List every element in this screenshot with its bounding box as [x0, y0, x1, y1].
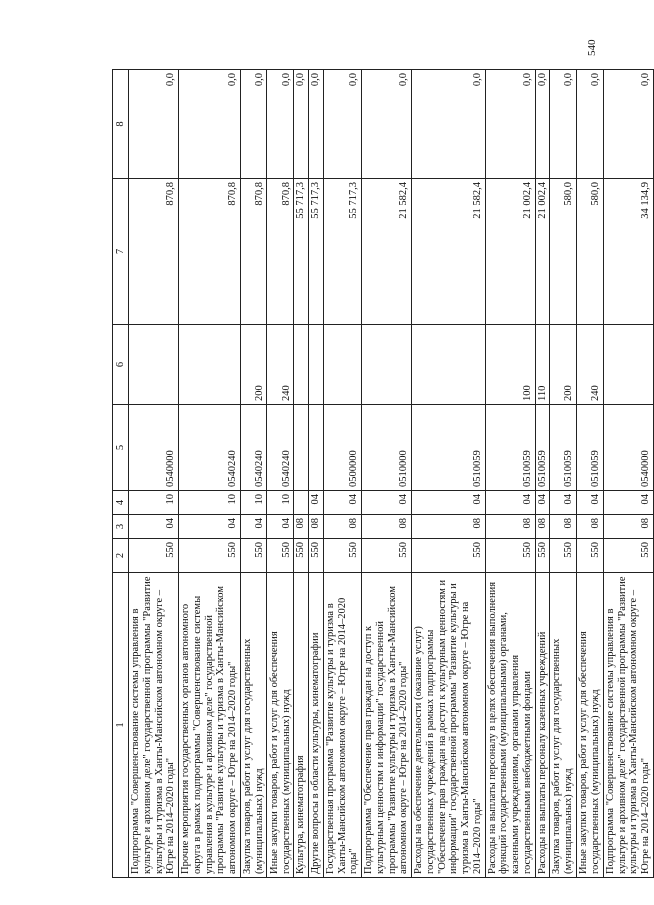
target-article-cell [294, 405, 309, 491]
expense-type-cell [309, 325, 324, 405]
row-name-cell: Иные закупки товаров, работ и услуг для обеспечения государственных (муниципальных) нужд [576, 573, 603, 878]
table-row [129, 70, 179, 878]
section-cell: 04 [267, 515, 294, 539]
admin-code-cell: 550 [362, 539, 412, 573]
row-name-cell: Подпрограмма "Обеспечение прав граждан на доступ к культурным ценностям и информации" государственной программы "Развитие культуры и туризма в Ханты-Мансийском автономном округе – Югре на 2014–2020 годы" [362, 573, 412, 878]
expense-type-cell: 110 [535, 325, 550, 405]
table-row [362, 70, 412, 878]
table-row [576, 70, 603, 878]
target-article-cell: 0540000 [129, 405, 179, 491]
amount-secondary-cell: 0,0 [267, 70, 294, 179]
row-name-cell: Прочие мероприятия государственных органов автономного округа в рамках подпрограммы "Совершенствование системы управления в культуре и архивном деле" государственной программы "Развитие культуры и туризма в Ханты-Мансийском автономном округе – Югре на 2014–2020 годы" [179, 573, 241, 878]
subsection-cell: 10 [179, 491, 241, 515]
rotated-table-container [112, 70, 651, 878]
target-article-cell: 0510059 [412, 405, 486, 491]
row-name-cell: Закупка товаров, работ и услуг для государственных (муниципальных) нужд [550, 573, 577, 878]
expense-type-cell [323, 325, 361, 405]
header-row [113, 70, 129, 878]
amount-secondary-cell: 0,0 [179, 70, 241, 179]
table-row [179, 70, 241, 878]
expense-type-cell [412, 325, 486, 405]
amount-cell: 580,0 [576, 179, 603, 325]
admin-code-cell: 550 [535, 539, 550, 573]
amount-secondary-cell: 0,0 [240, 70, 267, 179]
table-row [267, 70, 294, 878]
section-cell: 08 [576, 515, 603, 539]
row-name-cell: Другие вопросы в области культуры, кинематографии [309, 573, 324, 878]
section-cell: 04 [129, 515, 179, 539]
admin-code-cell: 550 [576, 539, 603, 573]
subsection-cell: 10 [267, 491, 294, 515]
amount-secondary-cell: 0,0 [294, 70, 309, 179]
subsection-cell: 04 [412, 491, 486, 515]
admin-code-cell: 550 [294, 539, 309, 573]
amount-cell: 55 717,3 [309, 179, 324, 325]
row-name-cell: Расходы на обеспечение деятельности (оказание услуг) государственных учреждений в рамках подпрограммы "Обеспечение прав граждан на доступ к культурным ценностям и информации" государственной программы "Развитие культуры и туризма в Ханты-Мансийском автономном округе – Югре на 2014–2020 годы" [412, 573, 486, 878]
row-name-cell: Расходы на выплаты персоналу казенных учреждений [535, 573, 550, 878]
subsection-cell: 04 [362, 491, 412, 515]
subsection-cell [294, 491, 309, 515]
amount-secondary-cell: 0,0 [412, 70, 486, 179]
expense-type-cell [129, 325, 179, 405]
admin-code-cell: 550 [309, 539, 324, 573]
admin-code-cell: 550 [485, 539, 535, 573]
expense-type-cell: 100 [485, 325, 535, 405]
amount-cell: 55 717,3 [323, 179, 361, 325]
amount-secondary-cell: 0,0 [576, 70, 603, 179]
expense-type-cell: 240 [267, 325, 294, 405]
expense-type-cell: 200 [240, 325, 267, 405]
section-cell: 08 [294, 515, 309, 539]
header-cell: 8 [113, 70, 129, 179]
section-cell: 04 [240, 515, 267, 539]
row-name-cell: Закупка товаров, работ и услуг для государственных (муниципальных) нужд [240, 573, 267, 878]
table-row [535, 70, 550, 878]
amount-cell: 870,8 [240, 179, 267, 325]
subsection-cell: 04 [309, 491, 324, 515]
section-cell: 04 [179, 515, 241, 539]
header-cell: 6 [113, 325, 129, 405]
row-name-cell: Подпрограмма "Совершенствование системы управления в культуре и архивном деле" государственной программы "Развитие культуры и туризма в Ханты-Мансийском автономном округе – Югре на 2014–2020 годы" [603, 573, 653, 878]
section-cell: 08 [323, 515, 361, 539]
expense-type-cell [294, 325, 309, 405]
target-article-cell: 0540240 [240, 405, 267, 491]
amount-cell: 21 582,4 [412, 179, 486, 325]
subsection-cell: 04 [485, 491, 535, 515]
table-row [485, 70, 535, 878]
target-article-cell: 0500000 [323, 405, 361, 491]
admin-code-cell: 550 [550, 539, 577, 573]
row-name-cell: Культура, кинематография [294, 573, 309, 878]
section-cell: 08 [485, 515, 535, 539]
header-cell: 3 [113, 515, 129, 539]
admin-code-cell: 550 [412, 539, 486, 573]
target-article-cell: 0510059 [550, 405, 577, 491]
target-article-cell: 0540240 [267, 405, 294, 491]
table-row [309, 70, 324, 878]
amount-secondary-cell: 0,0 [535, 70, 550, 179]
admin-code-cell: 550 [323, 539, 361, 573]
amount-secondary-cell: 0,0 [362, 70, 412, 179]
header-cell: 1 [113, 573, 129, 878]
header-cell: 4 [113, 491, 129, 515]
amount-cell: 55 717,3 [294, 179, 309, 325]
subsection-cell: 04 [603, 491, 653, 515]
table-row [603, 70, 653, 878]
amount-cell: 870,8 [179, 179, 241, 325]
target-article-cell: 0540000 [603, 405, 653, 491]
target-article-cell: 0510059 [576, 405, 603, 491]
row-name-cell: Иные закупки товаров, работ и услуг для обеспечения государственных (муниципальных) нужд [267, 573, 294, 878]
target-article-cell: 0510059 [535, 405, 550, 491]
row-name-cell: Расходы на выплаты персоналу в целях обеспечения выполнения функций государственными (муниципальными) органами, казенными учреждениями, органами управления государственными внебюджетными фондами [485, 573, 535, 878]
amount-secondary-cell: 0,0 [309, 70, 324, 179]
section-cell: 08 [535, 515, 550, 539]
table-row [294, 70, 309, 878]
admin-code-cell: 550 [129, 539, 179, 573]
amount-secondary-cell: 0,0 [550, 70, 577, 179]
admin-code-cell: 550 [267, 539, 294, 573]
amount-secondary-cell: 0,0 [129, 70, 179, 179]
subsection-cell: 04 [535, 491, 550, 515]
expense-type-cell [603, 325, 653, 405]
table-row [323, 70, 361, 878]
table-row [240, 70, 267, 878]
section-cell: 08 [550, 515, 577, 539]
expense-type-cell: 200 [550, 325, 577, 405]
header-cell: 5 [113, 405, 129, 491]
target-article-cell: 0510059 [485, 405, 535, 491]
section-cell: 08 [603, 515, 653, 539]
admin-code-cell: 550 [603, 539, 653, 573]
target-article-cell: 0540240 [179, 405, 241, 491]
subsection-cell: 04 [576, 491, 603, 515]
subsection-cell: 04 [323, 491, 361, 515]
amount-secondary-cell: 0,0 [603, 70, 653, 179]
section-cell: 08 [309, 515, 324, 539]
header-cell: 2 [113, 539, 129, 573]
section-cell: 08 [412, 515, 486, 539]
expense-type-cell [179, 325, 241, 405]
amount-cell: 21 582,4 [362, 179, 412, 325]
table-row [550, 70, 577, 878]
header-cell: 7 [113, 179, 129, 325]
amount-secondary-cell: 0,0 [485, 70, 535, 179]
subsection-cell: 04 [550, 491, 577, 515]
amount-secondary-cell: 0,0 [323, 70, 361, 179]
expense-type-cell: 240 [576, 325, 603, 405]
row-name-cell: Подпрограмма "Совершенствование системы управления в культуре и архивном деле" государственной программы "Развитие культуры и туризма в Ханты-Мансийском автономном округе – Югре на 2014–2020 годы" [129, 573, 179, 878]
page-number: 540 [586, 39, 598, 56]
admin-code-cell: 550 [240, 539, 267, 573]
row-name-cell: Государственная программа "Развитие культуры и туризма в Ханты-Мансийском автономном округе – Югре на 2014–2020 годы" [323, 573, 361, 878]
admin-code-cell: 550 [179, 539, 241, 573]
target-article-cell [309, 405, 324, 491]
amount-cell: 21 002,4 [535, 179, 550, 325]
subsection-cell: 10 [240, 491, 267, 515]
amount-cell: 34 134,9 [603, 179, 653, 325]
amount-cell: 580,0 [550, 179, 577, 325]
target-article-cell: 0510000 [362, 405, 412, 491]
subsection-cell: 10 [129, 491, 179, 515]
section-cell: 08 [362, 515, 412, 539]
budget-table [112, 69, 654, 878]
amount-cell: 870,8 [267, 179, 294, 325]
amount-cell: 870,8 [129, 179, 179, 325]
amount-cell: 21 002,4 [485, 179, 535, 325]
expense-type-cell [362, 325, 412, 405]
table-row [412, 70, 486, 878]
